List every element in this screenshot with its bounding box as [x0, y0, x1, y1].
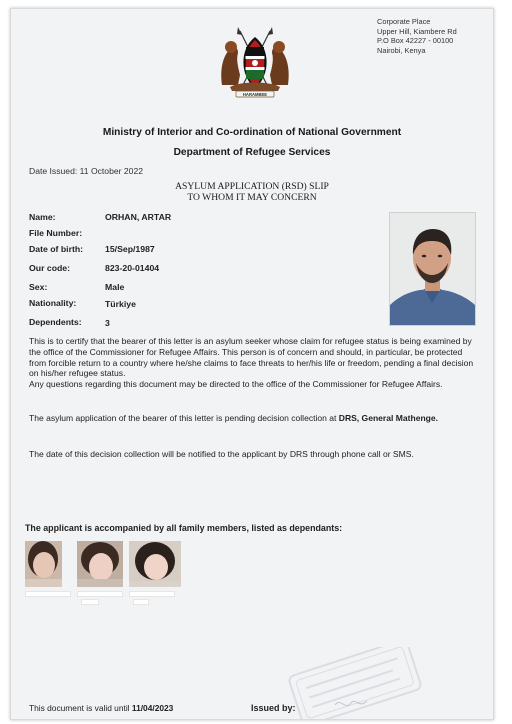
redacted-name-bar	[81, 599, 99, 605]
kenya-coat-of-arms-emblem	[216, 23, 294, 99]
applicant-photo	[389, 212, 476, 326]
notification-paragraph: The date of this decision collection will be notified to the applicant by DRS through phone call or SMS.	[29, 449, 414, 459]
motto-text: HARAMBEE	[242, 91, 268, 97]
validity-date: 11/04/2023	[131, 703, 174, 713]
date-issued: Date Issued: 11 October 2022	[29, 166, 144, 176]
field-label-dependents: Dependents:	[29, 317, 82, 327]
pending-text: The asylum application of the bearer of this letter is pending decision collection at	[29, 413, 339, 423]
field-value-name: ORHAN, ARTAR	[105, 212, 172, 222]
ministry-title: Ministry of Interior and Co-ordination of National Government	[102, 127, 402, 138]
document-sheet	[10, 8, 494, 720]
certification-text: This is to certify that the bearer of this letter is an asylum seeker whose claim for refugee status is being examined by the office of the Commissioner for Refugee Affairs. This person is of concern and should, in particular, be protected from forcible return to a country where he/she claims to face threats to her/his life or freedom, pending a final decision on his/her refugee status.	[29, 336, 474, 379]
applicant-portrait-image	[390, 213, 475, 325]
field-label-our-code: Our code:	[29, 263, 71, 273]
family-heading: The applicant is accompanied by all family members, listed as dependants:	[25, 523, 343, 533]
dependant-photo	[25, 541, 62, 587]
field-value-our-code: 823-20-01404	[105, 263, 160, 273]
field-value-date-of-birth: 15/Sep/1987	[105, 244, 155, 254]
pending-paragraph	[29, 413, 477, 424]
redacted-name-bar	[133, 599, 149, 605]
redacted-name-bar	[25, 591, 71, 597]
address-line: Upper Hill, Kiambere Rd	[377, 26, 457, 36]
questions-text: Any questions regarding this document may be directed to the office of the Commissioner for Refugee Affairs.	[29, 379, 443, 390]
department-title: Department of Refugee Services	[173, 147, 331, 158]
dependant-photo	[77, 541, 123, 587]
dependant-photo	[129, 541, 181, 587]
official-stamp	[279, 647, 429, 719]
address-line: Nairobi, Kenya	[377, 45, 426, 55]
validity-text: This document is valid until	[29, 703, 132, 713]
field-value-dependents: 3	[105, 318, 110, 328]
redacted-name-bar	[77, 591, 123, 597]
field-label-nationality: Nationality:	[29, 298, 77, 308]
certification-paragraph	[29, 336, 477, 390]
issued-by-label: Issued by:	[251, 703, 296, 713]
address-line: Corporate Place	[377, 17, 431, 26]
field-label-name: Name:	[29, 212, 56, 222]
field-label-date-of-birth: Date of birth:	[29, 244, 84, 254]
redacted-name-bar	[129, 591, 175, 597]
field-label-file-number: File Number:	[29, 228, 83, 238]
slip-title: ASYLUM APPLICATION (RSD) SLIP	[175, 181, 329, 192]
address-line: P.O Box 42227 - 00100	[377, 36, 454, 46]
slip-subtitle: TO WHOM IT MAY CONCERN	[187, 192, 317, 203]
field-value-sex: Male	[105, 282, 125, 292]
collection-location: DRS, General Mathenge.	[338, 413, 439, 423]
field-value-nationality: Türkiye	[105, 299, 136, 309]
office-address	[377, 17, 457, 55]
field-label-sex: Sex:	[29, 282, 48, 292]
validity-line	[29, 703, 173, 713]
